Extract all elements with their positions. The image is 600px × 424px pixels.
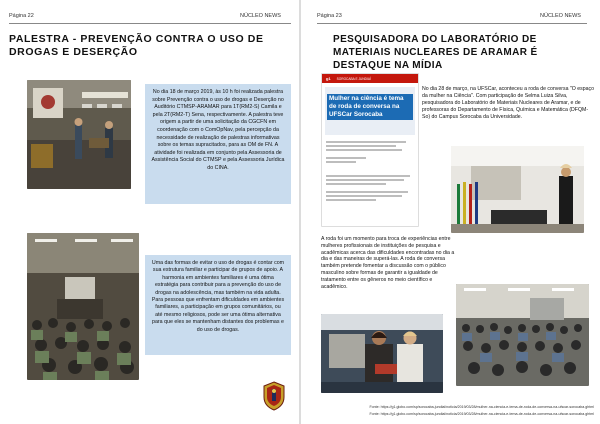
info-box-1: No dia 18 de março 2019, às 10 h foi realizada palestra sobre Prevenção contra o uso de drogas e Deserção no Auditório CTMSP-ARAMAR para 1T(RM2-S) Camila e pela 2T(RM2-T) Sena, respectivamente. A palestra teve origem a partir de uma solicitação da CGCFN em coordenação com o ComOpNav, pela percepção da necessidade de realização de palestras informativas sobre os temas supracitados, para as OM de FN. A atividade foi realizada em conjunto pela Assessoria de Assistência Social do CTMSP e pela Assessoria Jurídica do CINA. <box>145 84 291 204</box>
news-logo: g1 <box>326 76 331 81</box>
audience-photo-right <box>456 284 589 386</box>
intro-paragraph: No dia 28 de março, na UFSCar, aconteceu a roda de conversa "O espaço da mulher na Ciência". Com participação de Selma Luiza Silva, pesquisadora do Laboratório de Materiais Nucleares de Aramar, e de professoras do Departamento de Física, Química e Matemática (DFQM-So) do Campus Sorocaba da Universidade. <box>422 86 594 120</box>
news-site-bar <box>322 74 418 83</box>
page-number: Página 23 <box>317 13 342 19</box>
info-box-2: Uma das formas de evitar o uso de drogas é contar com sua estrutura familiar e participar de grupos de apoio. A harmonia em ambientes familiares é uma ótima estratégia para contribuir para a prevenção do uso de drogas na adolescência, mas também na vida adulta. Para pessoas que enfrentam dificuldades em ambientes familiares, a participação em grupos comunitários, ou até mesmo religiosos, pode ser uma ótima alternativa para que eles se mantenham distantes dos problemas e do uso de drogas. <box>145 255 291 355</box>
news-screenshot <box>321 73 419 227</box>
speaker-photo <box>451 146 584 233</box>
header-rule <box>9 23 291 24</box>
news-header-area <box>325 87 415 135</box>
header-rule <box>317 23 587 24</box>
left-page <box>0 0 299 424</box>
page-number: Página 22 <box>9 13 34 19</box>
news-site-name: SOROCABA E JUNDIAÍ <box>336 76 371 81</box>
body-paragraph: A roda foi um momento para troca de experiências entre mulheres profissionais de instituições de pesquisa e acadêmicas acerca das dificuldades encontradas no dia a dia e das maneiras de superá-las. A roda de conversa também pretende fomentar a discussão com o público masculino sobre formas de garantir a igualdade de tratamento entre os gêneros no meio científico e acadêmico. <box>321 236 455 290</box>
source-line-2: Fonte: https://g1.globo.com/sp/sorocaba-jundiai/noticia/2019/03/28/mulher-na-ciencia-e-tema-de-roda-de-conversa-na-ufscar-sorocaba.ghtml <box>369 412 594 416</box>
auditorium-photo <box>27 80 131 189</box>
news-text-lines <box>322 139 418 227</box>
participants-photo <box>321 314 443 393</box>
news-headline: Mulher na ciência é tema de roda de conversa na UFSCar Sorocaba <box>327 94 413 120</box>
section-header: NÚCLEO NEWS <box>540 13 581 19</box>
article-title: PALESTRA - PREVENÇÃO CONTRA O USO DE DROGAS E DESERÇÃO <box>9 33 264 58</box>
audience-photo <box>27 233 139 380</box>
right-page <box>301 0 600 424</box>
section-header: NÚCLEO NEWS <box>240 13 281 19</box>
article-title: PESQUISADORA DO LABORATÓRIO DE MATERIAIS NUCLEARES DE ARAMAR É DESTAQUE NA MÍDIA <box>333 34 538 71</box>
source-line-1: Fonte: https://g1.globo.com/sp/sorocaba-jundiai/noticia/2019/03/28/mulher-na-ciencia-e-tema-de-roda-de-conversa-na-ufscar-sorocaba.ghtml <box>369 405 594 409</box>
emblem-icon <box>262 381 286 411</box>
